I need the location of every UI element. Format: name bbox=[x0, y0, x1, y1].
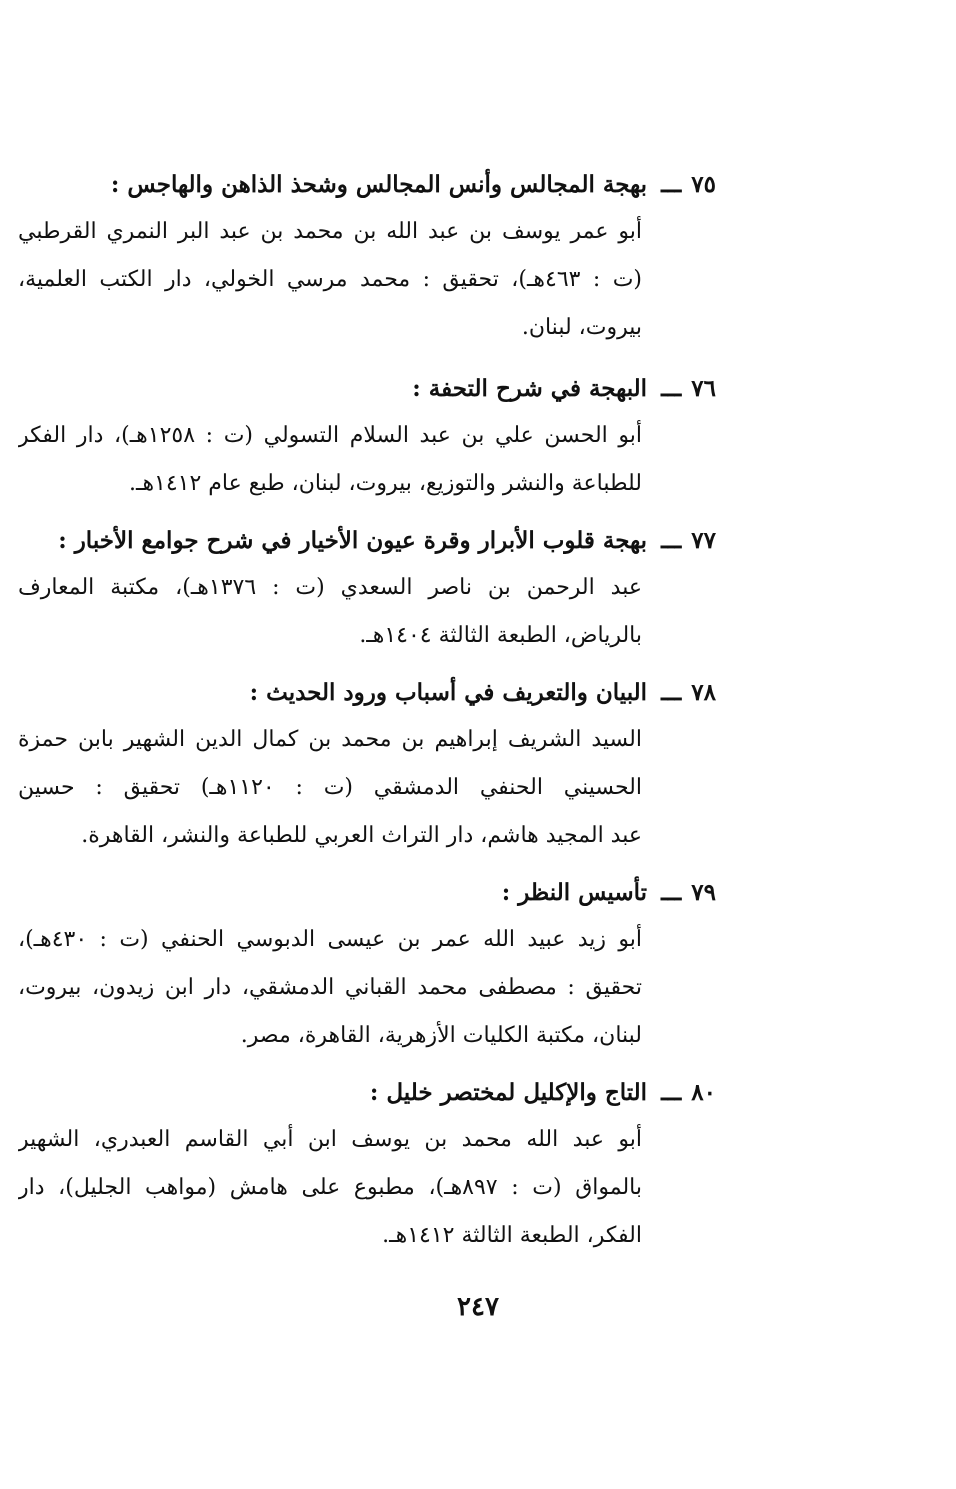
bibliography-entry bbox=[0, 1070, 716, 1260]
entry-title: بهجة المجالس وأنس المجالس وشحذ الذاهن والهاجس : bbox=[110, 171, 648, 198]
entry-heading bbox=[0, 162, 716, 208]
entry-dash: ـــ bbox=[661, 375, 682, 402]
entry-heading bbox=[0, 366, 716, 412]
entry-body bbox=[18, 716, 642, 860]
entry-line: بيروت، لبنان. bbox=[521, 315, 642, 340]
entry-line: تحقيق : مصطفى محمد القباني الدمشقي، دار ابن زيدون، بيروت، bbox=[18, 975, 642, 1000]
entry-heading bbox=[0, 670, 716, 716]
entry-dash: ـــ bbox=[661, 1079, 682, 1106]
entry-line: عبد الرحمن بن ناصر السعدي (ت : ١٣٧٦هـ)، مكتبة المعارف bbox=[18, 575, 642, 600]
entry-number: ٧٦ bbox=[691, 375, 716, 402]
bibliography-entry bbox=[0, 366, 716, 508]
entry-line: أبو الحسن علي بن عبد السلام التسولي (ت : ١٢٥٨هـ)، دار الفكر bbox=[18, 423, 642, 448]
entry-title: التاج والإكليل لمختصر خليل : bbox=[369, 1079, 648, 1106]
entry-body bbox=[18, 916, 642, 1060]
entry-line: السيد الشريف إبراهيم بن محمد بن كمال الدين الشهير بابن حمزة bbox=[18, 727, 642, 752]
entry-line: الحسيني الحنفي الدمشقي (ت : ١١٢٠هـ) تحقيق : حسين bbox=[18, 775, 642, 800]
entry-line: بالرياض، الطبعة الثالثة ١٤٠٤هـ. bbox=[359, 623, 642, 648]
bibliography-entry bbox=[0, 518, 716, 660]
entry-line: للطباعة والنشر والتوزيع، بيروت، لبنان، طبع عام ١٤١٢هـ. bbox=[129, 471, 642, 496]
bibliography-entry bbox=[0, 670, 716, 860]
entry-line: أبو عبد الله محمد بن يوسف ابن أبي القاسم العبدري، الشهير bbox=[18, 1127, 642, 1152]
entry-number: ٧٥ bbox=[691, 171, 716, 198]
entry-line: (ت : ٤٦٣هـ)، تحقيق : محمد مرسي الخولي، دار الكتب العلمية، bbox=[18, 267, 642, 292]
entry-body bbox=[18, 208, 642, 356]
entry-body bbox=[18, 564, 642, 660]
entry-heading bbox=[0, 870, 716, 916]
entry-dash: ـــ bbox=[661, 171, 682, 198]
entry-number: ٧٧ bbox=[691, 527, 716, 554]
bibliography-entry bbox=[0, 870, 716, 1060]
entry-dash: ـــ bbox=[661, 679, 682, 706]
page-content bbox=[0, 162, 956, 1312]
entry-number: ٨٠ bbox=[691, 1079, 716, 1106]
page-number: ٢٤٧ bbox=[457, 1292, 499, 1322]
entry-line: عبد المجيد هاشم، دار التراث العربي للطباعة والنشر، القاهرة. bbox=[81, 823, 642, 848]
entry-dash: ـــ bbox=[661, 879, 682, 906]
entry-title: البهجة في شرح التحفة : bbox=[412, 375, 648, 402]
entry-heading bbox=[0, 1070, 716, 1116]
entry-body bbox=[18, 1116, 642, 1260]
entry-number: ٧٨ bbox=[691, 679, 716, 706]
entry-title: بهجة قلوب الأبرار وقرة عيون الأخيار في شرح جوامع الأخبار : bbox=[58, 527, 648, 554]
bibliography-entry bbox=[0, 162, 716, 356]
entry-line: الفكر، الطبعة الثالثة ١٤١٢هـ. bbox=[382, 1223, 642, 1248]
entry-line: أبو عمر يوسف بن عبد الله بن محمد بن عبد البر النمري القرطبي bbox=[18, 219, 642, 244]
entry-line: بالمواق (ت : ٨٩٧هـ)، مطبوع على هامش (مواهب الجليل)، دار bbox=[18, 1175, 642, 1200]
entry-line: أبو زيد عبيد الله عمر بن عيسى الدبوسي الحنفي (ت : ٤٣٠هـ)، bbox=[18, 927, 642, 952]
entry-number: ٧٩ bbox=[691, 879, 716, 906]
entry-title: تأسيس النظر : bbox=[501, 879, 648, 906]
entry-dash: ـــ bbox=[661, 527, 682, 554]
entry-title: البيان والتعريف في أسباب ورود الحديث : bbox=[249, 679, 648, 706]
entry-line: لبنان، مكتبة الكليات الأزهرية، القاهرة، مصر. bbox=[240, 1023, 642, 1048]
entry-body bbox=[18, 412, 642, 508]
entry-heading bbox=[0, 518, 716, 564]
